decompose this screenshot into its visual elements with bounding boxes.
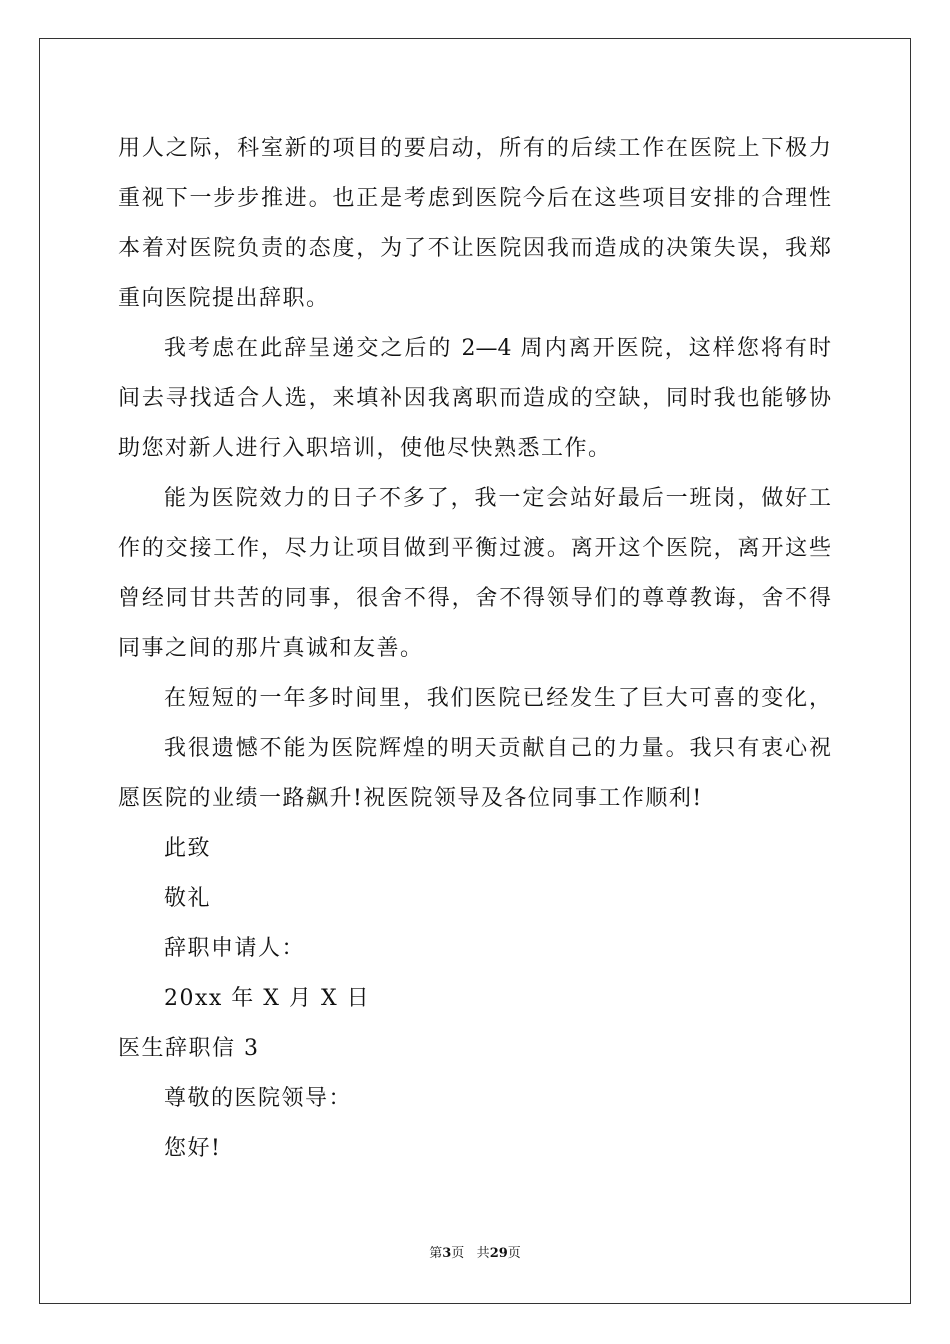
closing-regards: 敬礼 [164, 886, 212, 911]
body-line: 作的交接工作，尽力让项目做到平衡过渡。离开这个医院，离开这些 [118, 536, 831, 561]
page-border [39, 38, 911, 1304]
page-number: 3 [442, 1246, 452, 1261]
closing-salute: 此致 [164, 836, 212, 861]
applicant-label: 辞职申请人： [164, 936, 306, 961]
body-line: 我很遗憾不能为医院辉煌的明天贡献自己的力量。我只有衷心祝 [164, 736, 831, 761]
body-line: 同事之间的那片真诚和友善。 [118, 636, 424, 661]
total-prefix: 共 [476, 1246, 490, 1261]
page-suffix: 页 [451, 1246, 465, 1261]
body-line: 间去寻找适合人选，来填补因我离职而造成的空缺，同时我也能够协 [118, 386, 831, 411]
total-suffix: 页 [507, 1246, 521, 1261]
body-line: 曾经同甘共苦的同事，很舍不得，舍不得领导们的尊尊教诲，舍不得 [118, 586, 831, 611]
page-footer [0, 1246, 950, 1262]
letter-title: 医生辞职信 3 [118, 1036, 260, 1061]
letter-date: 20xx 年 X 月 X 日 [164, 986, 371, 1011]
body-line: 我考虑在此辞呈递交之后的 2—4 周内离开医院，这样您将有时 [164, 336, 831, 361]
body-line: 重向医院提出辞职。 [118, 286, 330, 311]
letter-greeting: 尊敬的医院领导： [164, 1086, 353, 1111]
body-line: 愿医院的业绩一路飙升!祝医院领导及各位同事工作顺利! [118, 786, 703, 811]
body-line: 能为医院效力的日子不多了，我一定会站好最后一班岗，做好工 [164, 486, 831, 511]
total-pages: 29 [489, 1246, 508, 1261]
letter-hello: 您好! [164, 1136, 222, 1161]
body-line: 本着对医院负责的态度，为了不让医院因我而造成的决策失误，我郑 [118, 236, 831, 261]
body-line: 用人之际，科室新的项目的要启动，所有的后续工作在医院上下极力 [118, 136, 831, 161]
body-line: 在短短的一年多时间里，我们医院已经发生了巨大可喜的变化， [164, 686, 831, 711]
page-prefix: 第 [429, 1246, 443, 1261]
body-line: 重视下一步步推进。也正是考虑到医院今后在这些项目安排的合理性 [118, 186, 831, 211]
body-line: 助您对新人进行入职培训，使他尽快熟悉工作。 [118, 436, 612, 461]
